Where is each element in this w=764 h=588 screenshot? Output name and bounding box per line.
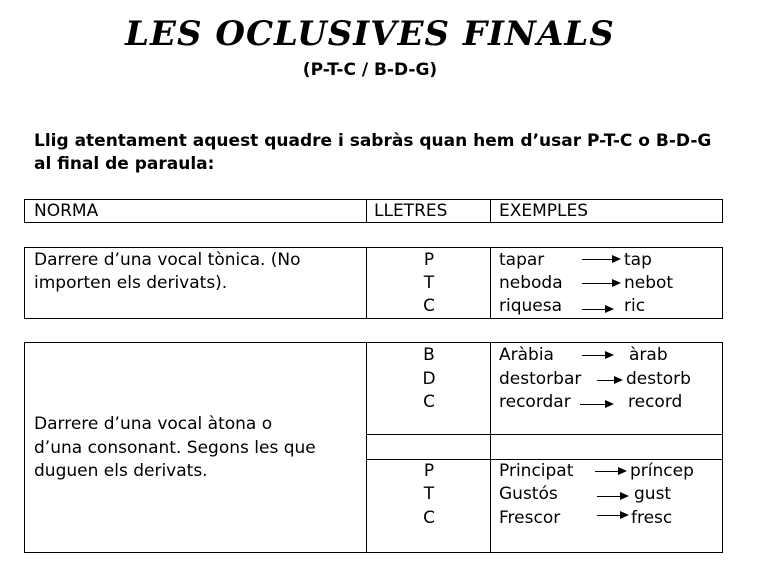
rule2b-letter-3: C <box>423 508 435 528</box>
header-norma: NORMA <box>34 201 99 221</box>
arrow-icon <box>582 309 612 310</box>
arrow-icon <box>597 496 627 497</box>
page-title: LES OCLUSIVES FINALS <box>125 14 615 54</box>
rule2b-letter-2: T <box>423 484 435 504</box>
arrow-icon <box>597 380 621 381</box>
rule2b-example-3-to: fresc <box>631 508 673 528</box>
page-subtitle: (P-T-C / B-D-G) <box>302 60 438 80</box>
rule1-example-3-to: ric <box>624 296 646 316</box>
rule2b-example-3-from: Frescor <box>499 508 561 528</box>
rule2a-example-2-to: destorb <box>626 369 691 389</box>
rule2b-example-1-to: príncep <box>630 461 694 481</box>
arrow-icon <box>582 259 619 260</box>
rule2b-letter-1: P <box>423 461 435 481</box>
rule2b-example-2-to: gust <box>634 484 672 504</box>
rule2a-example-1-from: Aràbia <box>499 345 554 365</box>
rule2b-example-2-from: Gustós <box>499 484 558 504</box>
rule2b-example-1-from: Principat <box>499 461 574 481</box>
rule1-example-1-to: tap <box>624 250 652 270</box>
rule1-example-3-from: riquesa <box>499 296 563 316</box>
arrow-icon <box>597 515 627 516</box>
header-exemples: EXEMPLES <box>499 201 589 221</box>
rule1-table <box>24 247 723 319</box>
rule2a-example-1-to: àrab <box>629 345 668 365</box>
rule1-example-1-from: tapar <box>499 250 545 270</box>
rule2a-letter-2: D <box>422 369 436 389</box>
rule2a-example-3-to: record <box>628 392 683 412</box>
intro-text: Llig atentament aquest quadre i sabràs quan hem d’usar P-T-C o B-D-G al final de paraula: <box>34 131 712 174</box>
rule1-norma-line1: Darrere d’una vocal tònica. (No <box>34 250 301 270</box>
rule1-example-2-from: neboda <box>499 273 563 293</box>
arrow-icon <box>580 404 612 405</box>
arrow-icon <box>582 283 619 284</box>
rule2-norma-line1: Darrere d’una vocal àtona o <box>34 414 273 434</box>
header-lletres: LLETRES <box>374 201 448 221</box>
rule2a-letter-3: C <box>423 392 435 412</box>
rule2a-example-3-from: recordar <box>499 392 571 412</box>
arrow-icon <box>595 471 625 472</box>
rule2a-letter-1: B <box>423 345 435 365</box>
rule1-letter-3: C <box>423 296 435 316</box>
rule2-table <box>24 342 723 553</box>
rule1-norma-line2: importen els derivats). <box>34 273 228 293</box>
rule1-letter-1: P <box>423 250 435 270</box>
rule1-example-2-to: nebot <box>624 273 674 293</box>
rule1-letter-2: T <box>423 273 435 293</box>
rule2a-example-2-from: destorbar <box>499 369 582 389</box>
arrow-icon <box>582 355 612 356</box>
rule2-norma-line3: duguen els derivats. <box>34 461 208 481</box>
rule2-norma-line2: d’una consonant. Segons les que <box>34 438 316 458</box>
header-table <box>24 199 723 223</box>
